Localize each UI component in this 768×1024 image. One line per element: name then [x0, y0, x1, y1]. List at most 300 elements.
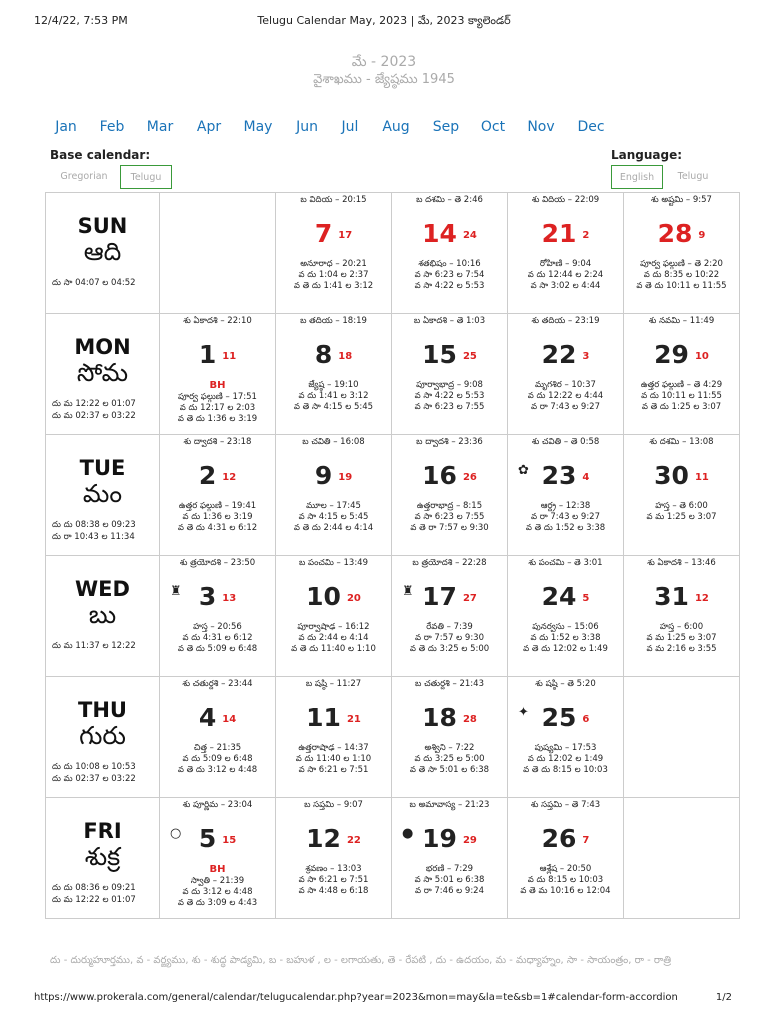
samvat-heading: వైశాఖము - జ్యేష్ఠము 1945	[313, 72, 455, 87]
tithi-text: బ చవితి – 16:08	[302, 437, 365, 447]
telugu-date: 13	[222, 593, 237, 604]
print-footer	[0, 992, 768, 1012]
panchang-line: వ మ 1:25 ల 3:07	[646, 512, 717, 522]
panchang-details	[392, 622, 507, 655]
panchang-line: వ రా 7:57 ల 9:30	[414, 633, 485, 643]
date-cell[interactable]	[160, 314, 276, 435]
panchang-line: వ తె దు 11:40 ల 1:10	[291, 644, 376, 654]
date-cell[interactable]	[276, 556, 392, 677]
date-number-group	[276, 703, 391, 732]
print-header	[0, 14, 768, 34]
panchang-line: వ దు 4:31 ల 6:12	[182, 633, 253, 643]
date-number-group	[508, 340, 623, 369]
telugu-date: 18	[338, 351, 353, 362]
panchang-line: వ మ 2:16 ల 3:55	[646, 644, 717, 654]
gregorian-date: 29	[654, 340, 689, 369]
panchang-line: వ మ 1:25 ల 3:07	[646, 633, 717, 643]
panchang-details	[160, 501, 275, 534]
gregorian-date: 16	[422, 461, 457, 490]
tithi-text: శు పూర్ణిమ – 23:04	[182, 800, 253, 810]
date-number-group	[508, 703, 623, 732]
telugu-date: 26	[462, 472, 477, 483]
tithi-text: శు ఏకాదశి – 22:10	[183, 316, 252, 326]
durmuhurtham-line: దు మ 12:22 ల 01:07	[52, 895, 136, 905]
panchang-line: వ దు 1:36 ల 3:19	[182, 512, 253, 522]
tithi-text: బ అమావాస్య – 21:23	[409, 800, 490, 810]
weekday-cell	[46, 798, 160, 919]
panchang-details	[392, 743, 507, 776]
month-link-mar[interactable]: Mar	[146, 119, 174, 135]
panchang-line: ఉత్తర ఫల్గుణి – తె 4:29	[640, 380, 723, 390]
date-number-group	[624, 219, 739, 248]
panchang-line: వ దు 12:02 ల 1:49	[527, 754, 604, 764]
date-cell[interactable]	[276, 193, 392, 314]
durmuhurtham-line: దు దు 10:08 ల 10:53	[52, 762, 136, 772]
panchang-line: వ దు 12:22 ల 4:44	[527, 391, 604, 401]
panchang-line: ఆర్ద్ర – 12:38	[540, 501, 591, 511]
month-link-aug[interactable]: Aug	[382, 119, 410, 135]
tithi-text: శు విదియ – 22:09	[531, 195, 600, 205]
telugu-date: 29	[462, 835, 477, 846]
durmuhurtham-info	[52, 519, 136, 543]
gregorian-date: 15	[422, 340, 457, 369]
date-number-group	[392, 703, 507, 732]
gregorian-date: 9	[314, 461, 333, 490]
festival-icon: ✦	[518, 705, 529, 720]
calendar-grid	[45, 192, 740, 919]
panchang-line: రేవతి – 7:39	[426, 622, 473, 632]
panchang-details	[508, 622, 623, 655]
panchang-line: ఆశ్లేష – 20:50	[539, 864, 592, 874]
panchang-details	[276, 380, 391, 413]
tithi-text: శు చవితి – తె 0:58	[531, 437, 600, 447]
date-cell[interactable]	[276, 435, 392, 556]
abbreviation-legend: దు - దుర్ముహూర్తము, వ - వర్జ్యము, శు - శుద్ధ పాడ్యమి, బ - బహుళ , ల - లగాయతు, తె - రేపటి , దు - ఉదయం, మ - మధ్యాహ్నం, సా - సాయంత్రం, రా - రాత్రి	[50, 955, 672, 966]
language-option-english[interactable]: English	[611, 165, 663, 189]
telugu-date: 9	[698, 230, 706, 241]
month-link-jul[interactable]: Jul	[341, 119, 359, 135]
tithi-text: బ దశమి – తె 2:46	[416, 195, 483, 205]
panchang-line: పునర్వసు – 15:06	[532, 622, 599, 632]
empty-cell	[624, 677, 740, 798]
tithi-text: బ చతుర్దశి – 21:43	[415, 679, 484, 689]
weekday-telugu: బు	[88, 600, 117, 629]
date-cell[interactable]	[508, 677, 624, 798]
month-link-apr[interactable]: Apr	[196, 119, 222, 135]
tithi-text: శు పంచమి – తె 3:01	[528, 558, 603, 568]
weekday-english: MON	[74, 335, 131, 359]
tithi-text: బ పంచమి – 13:49	[298, 558, 369, 568]
date-cell[interactable]	[392, 798, 508, 919]
panchang-details	[624, 501, 739, 523]
durmuhurtham-info	[52, 277, 136, 289]
panchang-details	[276, 743, 391, 776]
date-number-group	[508, 582, 623, 611]
panchang-line: వ తె దు 1:52 ల 3:38	[525, 523, 606, 533]
tithi-text: శు ద్వాదశి – 23:18	[183, 437, 252, 447]
panchang-line: ఉత్తరాభాద్ర – 8:15	[416, 501, 483, 511]
panchang-line: మృగశిర – 10:37	[535, 380, 596, 390]
panchang-line: వ సా 6:21 ల 7:51	[298, 765, 369, 775]
telugu-date: 2	[582, 230, 590, 241]
panchang-line: వ దు 2:44 ల 4:14	[298, 633, 369, 643]
panchang-line: శతభిషం – 10:16	[418, 259, 481, 269]
panchang-line: వ సా 6:21 ల 7:51	[298, 875, 369, 885]
panchang-details	[160, 876, 275, 909]
weekday-english: FRI	[83, 819, 122, 843]
panchang-details	[160, 743, 275, 776]
tithi-text: శు నవమి – 11:49	[648, 316, 715, 326]
month-link-feb[interactable]: Feb	[99, 119, 125, 135]
gregorian-date: 17	[422, 582, 457, 611]
durmuhurtham-info	[52, 398, 136, 422]
panchang-line: వ రా 7:43 ల 9:27	[530, 402, 601, 412]
date-cell[interactable]	[392, 677, 508, 798]
date-number-group	[624, 582, 739, 611]
week-row	[46, 314, 740, 435]
date-number-group	[276, 340, 391, 369]
panchang-line: వ దు 3:25 ల 5:00	[414, 754, 485, 764]
tithi-text: బ ద్వాదశి – 23:36	[416, 437, 483, 447]
date-cell[interactable]	[508, 435, 624, 556]
panchang-details	[624, 259, 739, 292]
language-label: Language:	[611, 148, 683, 162]
durmuhurtham-line: దు మ 11:37 ల 12:22	[52, 641, 136, 651]
tithi-text: శు దశమి – 13:08	[649, 437, 714, 447]
panchang-line: జ్యేష్ఠ – 19:10	[308, 380, 359, 390]
tithi-text: శు తదియ – 23:19	[531, 316, 600, 326]
date-cell[interactable]	[624, 435, 740, 556]
weekday-english: TUE	[79, 456, 126, 480]
panchang-line: పూర్వ ఫల్గుణి – 17:51	[178, 392, 257, 402]
panchang-line: వ సా 5:01 ల 6:38	[414, 875, 485, 885]
gregorian-date: 8	[314, 340, 333, 369]
panchang-details	[276, 864, 391, 897]
weekday-telugu: మం	[82, 479, 123, 508]
panchang-line: వ సా 6:23 ల 7:55	[414, 402, 485, 412]
tithi-text: బ త్రయోదశి – 22:28	[412, 558, 487, 568]
panchang-line: వ తె దు 1:36 ల 3:19	[177, 414, 258, 424]
durmuhurtham-info	[52, 882, 136, 906]
panchang-line: వ దు 8:15 ల 10:03	[527, 875, 604, 885]
empty-cell	[624, 798, 740, 919]
date-number-group	[624, 461, 739, 490]
date-cell[interactable]	[508, 556, 624, 677]
week-row	[46, 798, 740, 919]
date-cell[interactable]	[392, 435, 508, 556]
date-cell[interactable]	[508, 314, 624, 435]
panchang-line: వ తె దు 12:02 ల 1:49	[523, 644, 608, 654]
panchang-line: వ దు 1:52 ల 3:38	[530, 633, 601, 643]
month-link-dec[interactable]: Dec	[577, 119, 605, 135]
tithi-text: శు ఏకాదశి – 13:46	[647, 558, 716, 568]
date-cell[interactable]	[392, 314, 508, 435]
panchang-line: వ సా 4:22 ల 5:53	[414, 281, 485, 291]
panchang-details	[508, 864, 623, 897]
date-number-group	[508, 824, 623, 853]
base-option-telugu[interactable]: Telugu	[120, 165, 172, 189]
panchang-line: వ దు 1:04 ల 2:37	[298, 270, 369, 280]
festival-icon: ♜	[170, 584, 182, 599]
tithi-text: బ తదియ – 18:19	[300, 316, 367, 326]
panchang-line: వ తె దు 1:41 ల 3:12	[293, 281, 374, 291]
panchang-line: వ దు 5:09 ల 6:48	[182, 754, 253, 764]
panchang-details	[624, 622, 739, 655]
gregorian-date: 4	[198, 703, 217, 732]
telugu-date: 3	[582, 351, 590, 362]
festival-icon: ○	[170, 826, 182, 841]
gregorian-date: 10	[306, 582, 341, 611]
festival-icon: ●	[402, 826, 414, 841]
telugu-date: 4	[582, 472, 590, 483]
gregorian-date: 3	[198, 582, 217, 611]
date-number-group	[392, 219, 507, 248]
durmuhurtham-line: దు దు 08:38 ల 09:23	[52, 520, 136, 530]
festival-icon: ♜	[402, 584, 414, 599]
panchang-line: వ దు 11:40 ల 1:10	[295, 754, 372, 764]
panchang-details	[276, 259, 391, 292]
base-option-gregorian[interactable]: Gregorian	[60, 171, 108, 182]
weekday-english: SUN	[77, 214, 128, 238]
panchang-line: భరణి – 7:29	[425, 864, 474, 874]
panchang-details	[276, 501, 391, 534]
panchang-line: స్వాతి – 21:39	[190, 876, 245, 886]
tithi-text: శు అష్టమి – 9:57	[651, 195, 712, 205]
date-number-group	[392, 582, 507, 611]
durmuhurtham-line: దు మ 12:22 ల 01:07	[52, 399, 136, 409]
weekday-cell	[46, 193, 160, 314]
language-option-telugu[interactable]: Telugu	[677, 171, 709, 182]
panchang-line: వ తె దు 2:44 ల 4:14	[293, 523, 374, 533]
print-timestamp: 12/4/22, 7:53 PM	[34, 14, 128, 27]
gregorian-date: 22	[541, 340, 577, 369]
panchang-details	[508, 259, 623, 292]
durmuhurtham-info	[52, 640, 136, 652]
empty-cell	[160, 193, 276, 314]
gregorian-date: 19	[422, 824, 457, 853]
month-link-jan[interactable]: Jan	[55, 119, 77, 135]
date-cell[interactable]	[276, 798, 392, 919]
print-url: https://www.prokerala.com/general/calendar/telugucalendar.php?year=2023&mon=may&la=te&sb=1#calendar-form-accordion	[34, 992, 678, 1003]
telugu-date: 6	[582, 714, 590, 725]
weekday-telugu: ఆది	[83, 237, 122, 266]
panchang-line: హస్త – తె 6:00	[655, 501, 708, 511]
telugu-date: 11	[222, 351, 237, 362]
panchang-line: వ తె దు 3:09 ల 4:43	[177, 898, 258, 908]
weekday-cell	[46, 435, 160, 556]
date-number-group	[276, 582, 391, 611]
date-cell[interactable]	[624, 314, 740, 435]
weekday-cell	[46, 556, 160, 677]
durmuhurtham-line: దు మ 02:37 ల 03:22	[52, 411, 136, 421]
gregorian-date: 14	[422, 219, 457, 248]
month-link-sep[interactable]: Sep	[432, 119, 460, 135]
gregorian-date: 1	[198, 340, 217, 369]
gregorian-date: 11	[306, 703, 341, 732]
date-cell[interactable]	[160, 556, 276, 677]
panchang-line: రోహిణి – 9:04	[539, 259, 592, 269]
date-cell[interactable]	[160, 435, 276, 556]
date-number-group	[160, 340, 275, 369]
week-row	[46, 193, 740, 314]
panchang-line: వ సా 6:23 ల 7:54	[414, 270, 485, 280]
panchang-line: చిత్త – 21:35	[193, 743, 242, 753]
panchang-line: వ తె సా 5:01 ల 6:38	[409, 765, 490, 775]
date-number-group	[508, 461, 623, 490]
telugu-date: 11	[694, 472, 709, 483]
date-cell[interactable]	[160, 677, 276, 798]
telugu-date: 7	[582, 835, 590, 846]
panchang-details	[392, 380, 507, 413]
tithi-text: శు షష్ఠి – తె 5:20	[535, 679, 596, 689]
month-link-nov[interactable]: Nov	[527, 119, 555, 135]
gregorian-date: 24	[541, 582, 577, 611]
weekday-english: WED	[75, 577, 130, 601]
panchang-details	[508, 501, 623, 534]
month-link-jun[interactable]: Jun	[296, 119, 318, 135]
panchang-line: వ దు 12:44 ల 2:24	[527, 270, 604, 280]
telugu-date: 10	[694, 351, 709, 362]
telugu-date: 12	[222, 472, 237, 483]
weekday-telugu: శుక్ర	[84, 842, 121, 871]
month-nav	[40, 119, 740, 141]
panchang-line: వ తె సా 4:15 ల 5:45	[293, 402, 374, 412]
weekday-telugu: గురు	[79, 721, 126, 750]
panchang-line: వ తె దు 3:25 ల 5:00	[409, 644, 490, 654]
telugu-date: 27	[462, 593, 477, 604]
panchang-details	[160, 392, 275, 425]
panchang-line: వ రా 7:43 ల 9:27	[530, 512, 601, 522]
telugu-date: 22	[346, 835, 361, 846]
panchang-details	[624, 380, 739, 413]
durmuhurtham-line: దు దు 08:36 ల 09:21	[52, 883, 136, 893]
panchang-line: వ తె దు 4:31 ల 6:12	[177, 523, 258, 533]
panchang-line: వ తె దు 5:09 ల 6:48	[177, 644, 258, 654]
month-link-may[interactable]: May	[243, 119, 273, 135]
panchang-line: హస్త – 20:56	[193, 622, 242, 632]
date-number-group	[392, 340, 507, 369]
panchang-line: వ తె రా 7:57 ల 9:30	[410, 523, 489, 533]
panchang-line: వ సా 3:02 ల 4:44	[530, 281, 601, 291]
date-number-group	[624, 340, 739, 369]
panchang-details	[508, 743, 623, 776]
week-row	[46, 556, 740, 677]
panchang-line: అనూరాధ – 20:21	[300, 259, 367, 269]
tithi-text: బ సప్తమి – 9:07	[304, 800, 363, 810]
telugu-date: 24	[462, 230, 477, 241]
date-cell[interactable]	[276, 677, 392, 798]
panchang-line: వ సా 6:23 ల 7:55	[414, 512, 485, 522]
panchang-line: పూర్వాషాఢ – 16:12	[297, 622, 370, 632]
panchang-line: ఉత్తర ఫల్గుణి – 19:41	[178, 501, 257, 511]
date-number-group	[276, 824, 391, 853]
panchang-line: వ తె దు 8:15 ల 10:03	[523, 765, 608, 775]
tithi-text: బ విదియ – 20:15	[300, 195, 367, 205]
date-number-group	[392, 824, 507, 853]
telugu-date: 21	[346, 714, 361, 725]
panchang-details	[508, 380, 623, 413]
panchang-line: వ తె దు 1:25 ల 3:07	[641, 402, 722, 412]
panchang-line: వ దు 12:17 ల 2:03	[179, 403, 256, 413]
panchang-line: మూల – 17:45	[306, 501, 361, 511]
month-year-heading: మే - 2023	[351, 54, 417, 70]
date-cell[interactable]	[624, 193, 740, 314]
telugu-date: 19	[338, 472, 353, 483]
date-cell[interactable]	[392, 556, 508, 677]
gregorian-date: 12	[306, 824, 341, 853]
gregorian-date: 21	[541, 219, 577, 248]
durmuhurtham-line: దు రా 10:43 ల 11:34	[52, 532, 135, 542]
month-link-oct[interactable]: Oct	[480, 119, 506, 135]
panchang-line: వ సా 4:15 ల 5:45	[298, 512, 369, 522]
panchang-line: పుష్యమి – 17:53	[534, 743, 597, 753]
festival-icon: ✿	[518, 463, 529, 478]
weekday-cell	[46, 677, 160, 798]
weekday-cell	[46, 314, 160, 435]
gregorian-date: 30	[654, 461, 689, 490]
date-number-group	[392, 461, 507, 490]
date-number-group	[160, 461, 275, 490]
date-cell[interactable]	[508, 798, 624, 919]
gregorian-date: 5	[198, 824, 217, 853]
panchang-line: ఉత్తరాషాఢ – 14:37	[298, 743, 369, 753]
date-number-group	[160, 582, 275, 611]
tithi-text: బ షష్ఠి – 11:27	[305, 679, 362, 689]
tithi-text: శు సప్తమి – తె 7:43	[530, 800, 601, 810]
week-row	[46, 435, 740, 556]
tithi-text: శు చతుర్దశి – 23:44	[182, 679, 253, 689]
telugu-date: 12	[694, 593, 709, 604]
date-number-group	[508, 219, 623, 248]
panchang-details	[160, 622, 275, 655]
panchang-details	[392, 501, 507, 534]
panchang-line: వ దు 10:11 ల 11:55	[641, 391, 722, 401]
panchang-line: వ దు 1:41 ల 3:12	[298, 391, 369, 401]
durmuhurtham-line: దు మ 02:37 ల 03:22	[52, 774, 136, 784]
gregorian-date: 2	[198, 461, 217, 490]
durmuhurtham-line: దు సా 04:07 ల 04:52	[52, 278, 136, 288]
gregorian-date: 25	[541, 703, 577, 732]
panchang-details	[392, 259, 507, 292]
date-cell[interactable]	[624, 556, 740, 677]
panchang-line: పూర్వ ఫల్గుణి – తె 2:20	[640, 259, 723, 269]
telugu-date: 28	[462, 714, 477, 725]
print-page-title: Telugu Calendar May, 2023 | మే, 2023 క్యాలెండర్	[257, 14, 511, 27]
print-page-number: 1/2	[715, 992, 732, 1003]
panchang-line: వ తె దు 3:12 ల 4:48	[177, 765, 258, 775]
date-number-group	[276, 219, 391, 248]
panchang-line: వ రా 7:46 ల 9:24	[414, 886, 485, 896]
panchang-line: వ సా 4:22 ల 5:53	[414, 391, 485, 401]
gregorian-date: 31	[654, 582, 689, 611]
telugu-date: 15	[222, 835, 237, 846]
panchang-line: వ తె మ 10:16 ల 12:04	[520, 886, 611, 896]
panchang-line: వ దు 8:35 ల 10:22	[643, 270, 720, 280]
date-cell[interactable]	[276, 314, 392, 435]
panchang-line: శ్రవణం – 13:03	[305, 864, 362, 874]
telugu-date: 25	[462, 351, 477, 362]
tithi-text: శు త్రయోదశి – 23:50	[179, 558, 256, 568]
date-number-group	[276, 461, 391, 490]
weekday-telugu: సోమ	[76, 358, 129, 387]
weekday-english: THU	[78, 698, 127, 722]
date-number-group	[160, 703, 275, 732]
date-cell[interactable]	[392, 193, 508, 314]
gregorian-date: 28	[657, 219, 693, 248]
week-row	[46, 677, 740, 798]
date-cell[interactable]	[508, 193, 624, 314]
date-cell[interactable]	[160, 798, 276, 919]
